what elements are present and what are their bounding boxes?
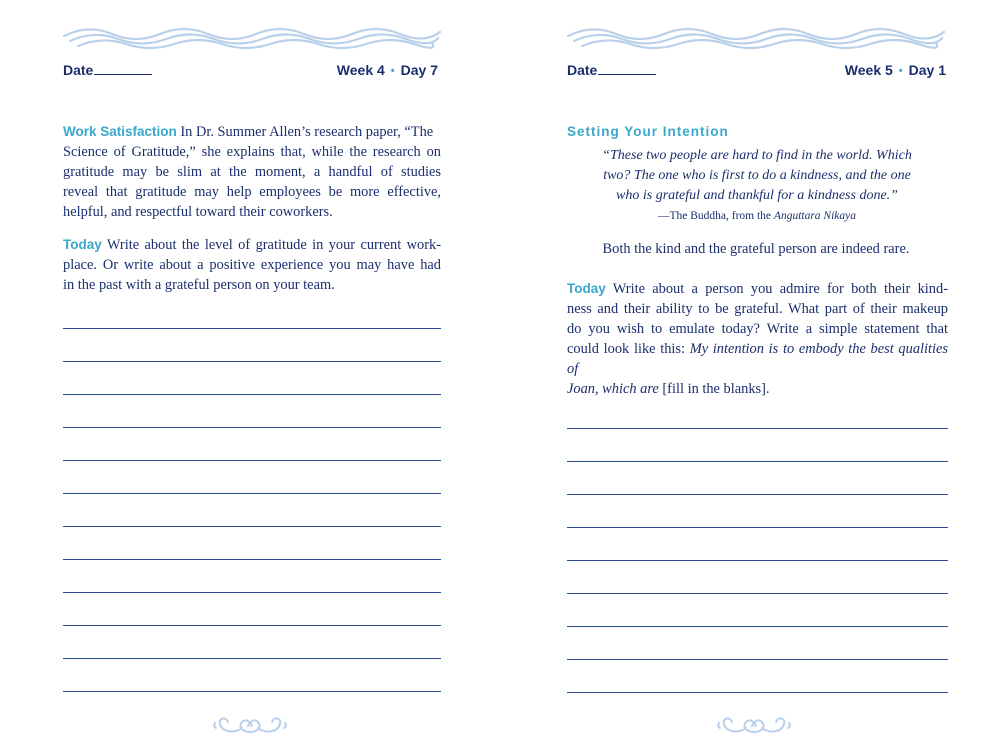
writing-line[interactable]	[567, 527, 948, 528]
writing-line[interactable]	[63, 691, 441, 692]
writing-line[interactable]	[63, 493, 441, 494]
wave-header-ornament	[60, 22, 444, 50]
today-lead: Today	[567, 281, 606, 296]
writing-line[interactable]	[63, 394, 441, 395]
today-line-4-plain: could look like this:	[567, 341, 690, 357]
writing-line[interactable]	[63, 625, 441, 626]
buddha-quote	[579, 146, 935, 206]
intro-line-3: gratitude may be slim at the moment, a handful of studies	[63, 164, 441, 180]
today-line-5-italic: Joan, which are	[567, 381, 659, 397]
day-label: Day 1	[908, 62, 946, 78]
today-line-1: Write about the level of gratitude in your current work-	[101, 237, 441, 253]
date-field	[63, 62, 152, 78]
writing-line[interactable]	[567, 626, 948, 627]
today-line-3: do you wish to emulate today? Write a simple statement that	[567, 321, 948, 337]
date-label: Date	[63, 62, 94, 78]
writing-line[interactable]	[63, 427, 441, 428]
swirl-footer-ornament	[212, 712, 288, 738]
intro-line-1: In Dr. Summer Allen’s research paper, “The	[176, 124, 434, 140]
today-line-4-italic: My intention is to embody the best qualities of	[567, 341, 948, 377]
attribution-prefix: —The Buddha, from the	[657, 210, 774, 222]
right-page	[504, 0, 1008, 756]
attribution-source: Anguttara Nikaya	[773, 210, 857, 222]
statement-line: Both the kind and the grateful person are indeed rare.	[602, 241, 910, 257]
writing-line[interactable]	[567, 593, 948, 594]
today-paragraph	[567, 279, 948, 399]
quote-line-1: “These two people are hard to find in the world. Which	[602, 148, 912, 163]
day-label: Day 7	[400, 62, 438, 78]
header-separator: •	[898, 65, 903, 77]
date-blank-line	[94, 62, 152, 75]
section-title: Setting Your Intention	[567, 124, 729, 139]
date-field	[567, 62, 656, 78]
week-day-header	[845, 62, 946, 78]
week-day-header	[337, 62, 438, 78]
week-label: Week 5	[844, 62, 893, 78]
writing-line[interactable]	[567, 461, 948, 462]
quote-line-3: who is grateful and thankful for a kindness done.”	[616, 188, 898, 203]
swirl-footer-ornament	[716, 712, 792, 738]
today-paragraph	[63, 235, 441, 295]
header-separator: •	[390, 65, 395, 77]
quote-attribution	[579, 210, 935, 222]
today-line-2: place. Or write about a positive experience you may have had	[63, 257, 441, 273]
quote-line-2: two? The one who is first to do a kindness, and the one	[603, 168, 911, 183]
writing-line[interactable]	[63, 658, 441, 659]
today-lead: Today	[63, 237, 102, 252]
today-line-5-plain: [fill in the blanks].	[658, 381, 770, 397]
writing-line[interactable]	[63, 559, 441, 560]
writing-line[interactable]	[63, 526, 441, 527]
writing-line[interactable]	[63, 361, 441, 362]
date-blank-line	[598, 62, 656, 75]
date-label: Date	[567, 62, 598, 78]
intro-line-4: reveal that gratitude may help employees be more effective,	[63, 184, 441, 200]
intro-line-5: helpful, and respectful toward their coworkers.	[63, 204, 333, 220]
writing-line[interactable]	[567, 560, 948, 561]
writing-line[interactable]	[567, 692, 948, 693]
today-line-1: Write about a person you admire for both their kind-	[605, 281, 948, 297]
intro-line-2: Science of Gratitude,” she explains that, while the research on	[63, 144, 441, 160]
writing-line[interactable]	[63, 460, 441, 461]
writing-line[interactable]	[63, 328, 441, 329]
today-line-3: in the past with a grateful person on your team.	[63, 277, 335, 293]
writing-line[interactable]	[567, 428, 948, 429]
week-label: Week 4	[336, 62, 385, 78]
today-line-2: ness and their ability to be grateful. What part of their makeup	[567, 301, 948, 317]
intro-lead: Work Satisfaction	[63, 124, 177, 139]
writing-line[interactable]	[567, 659, 948, 660]
intro-paragraph	[63, 122, 441, 222]
wave-header-ornament	[564, 22, 948, 50]
writing-line[interactable]	[567, 494, 948, 495]
writing-line[interactable]	[63, 592, 441, 593]
